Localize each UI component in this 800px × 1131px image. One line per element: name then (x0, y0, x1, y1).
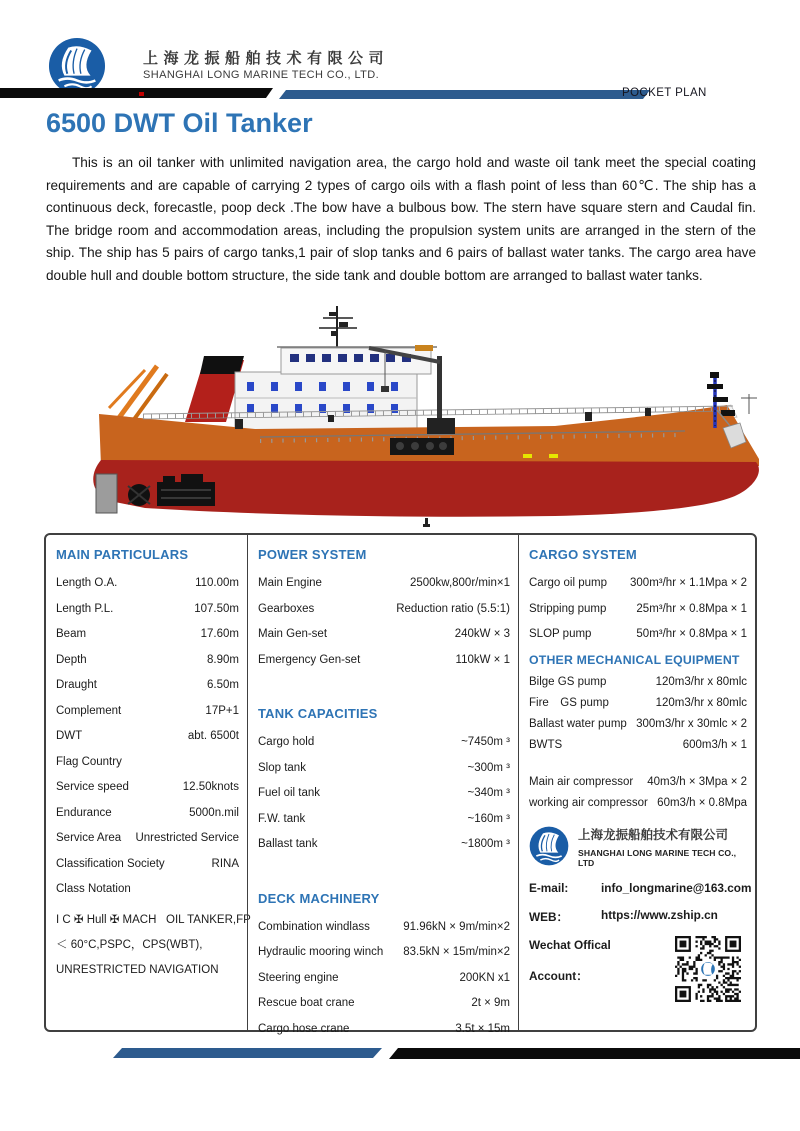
spec-value: 17.60m (200, 628, 239, 640)
spec-row (56, 882, 239, 897)
spec-label: Stripping pump (529, 602, 607, 615)
spec-row (258, 1022, 510, 1037)
spec-label: Length P.L. (56, 602, 114, 615)
spec-row (56, 602, 239, 617)
spec-value: 300m³/hr × 1.1Mpa × 2 (630, 577, 747, 589)
class-notation-line: UNRESTRICTED NAVIGATION (56, 963, 219, 976)
spec-row (56, 576, 239, 591)
spec-row (56, 780, 239, 795)
spec-value: 5000n.mil (189, 806, 239, 819)
spec-value: 60m3/h × 0.8Mpa (657, 796, 747, 809)
spec-row (258, 627, 510, 642)
spec-value: ~300m ³ (467, 761, 510, 774)
spec-value: 40m3/h × 3Mpa × 2 (647, 775, 747, 788)
column-cargo-contact (519, 535, 755, 1030)
wechat-label-line1: Wechat Offical (529, 937, 611, 952)
email-label: E-mail: (529, 880, 569, 895)
spec-label: Fuel oil tank (258, 787, 321, 799)
specification-table (44, 533, 757, 1035)
spec-row (56, 627, 239, 642)
spec-label: DWT (56, 730, 83, 742)
spec-value: 3.5t × 15m (455, 1022, 510, 1035)
spec-row (529, 602, 747, 617)
company-logo-small (529, 826, 569, 866)
intro-paragraph: This is an oil tanker with unlimited navigation area, the cargo hold and waste oil tank meet the special coating requirements and are capable of carrying 2 types of cargo oils with a flash point of less than 60℃. The ship has a continuous deck, forecastle, poop deck .The bow have a bulbous bow. The stern have square stern and Caudal fin. The bridge room and accommodation areas, including the propulsion system units are arranged in the stern of the ship. The ship has 5 pairs of cargo tanks,1 pair of slop tanks and 6 pairs of ballast water tanks. The cargo area have double hull and double bottom structure, the side tank and double bottom are arranged to ballast water tanks. (46, 155, 756, 283)
spec-label: Length O.A. (56, 577, 118, 589)
spec-row (258, 786, 510, 801)
spec-row (56, 653, 239, 668)
header-black-bar (0, 88, 273, 98)
spec-value: 2500kw,800r/min×1 (409, 577, 510, 589)
spec-label: Slop tank (258, 761, 306, 774)
spec-row (529, 717, 747, 732)
web-row (529, 908, 747, 925)
spec-label: Cargo hold (258, 736, 315, 748)
spec-value: 300m3/hr x 30mlc × 2 (636, 717, 747, 730)
spec-row (258, 602, 510, 617)
class-notation-line: I C ✠ Hull ✠ MACH OIL TANKER,FP (56, 913, 251, 926)
spec-label: Steering engine (258, 971, 339, 984)
spec-value: 2t × 9m (471, 997, 510, 1009)
spec-value: 17P+1 (205, 704, 239, 717)
wechat-qr-code (675, 936, 741, 1002)
spec-label: Combination windlass (258, 920, 370, 933)
spec-label: Service speed (56, 781, 129, 793)
column-main-particulars (46, 535, 251, 1030)
web-value: https://www.zship.cn (601, 907, 718, 922)
spec-row (529, 775, 747, 790)
spec-label: Complement (56, 704, 122, 717)
spec-row (258, 945, 510, 960)
email-row (529, 880, 752, 895)
spec-label: Cargo hose crane (258, 1022, 350, 1035)
spec-row (56, 729, 239, 744)
spec-label: Emergency Gen-set (258, 653, 361, 666)
spec-row (529, 696, 747, 711)
spec-label: Depth (56, 653, 87, 666)
spec-label: Classification Society (56, 857, 165, 870)
spec-label: Main Engine (258, 577, 322, 589)
spec-label: F.W. tank (258, 812, 306, 825)
oil-tanker-profile-drawing (85, 298, 765, 534)
contact-block (529, 825, 752, 1030)
spec-value: 600m3/h × 1 (682, 738, 747, 751)
spec-value: 120m3/hr x 80mlc (655, 675, 747, 688)
spec-row (258, 576, 510, 591)
ship-illustration (85, 298, 765, 534)
spec-label: Flag Country (56, 755, 122, 768)
wechat-row (529, 938, 747, 1030)
spec-label: Endurance (56, 806, 112, 819)
spec-row (258, 761, 510, 776)
spec-value: ~7450m ³ (461, 736, 510, 748)
page-title: 6500 DWT Oil Tanker (46, 108, 313, 138)
spec-row (258, 996, 510, 1011)
spec-value: ~1800m ³ (461, 838, 510, 850)
spec-value: Reduction ratio (5.5:1) (396, 602, 510, 615)
spec-row (258, 653, 510, 668)
spec-value: ~340m ³ (467, 787, 510, 799)
spec-value: ~160m ³ (467, 812, 510, 825)
section-heading: CARGO SYSTEM (529, 547, 637, 562)
footer-blue-bar (113, 1048, 382, 1058)
section-heading: OTHER MECHANICAL EQUIPMENT (529, 652, 740, 667)
header-red-dot (139, 92, 144, 96)
spec-value: 240kW × 3 (454, 628, 510, 640)
spec-value: 107.50m (194, 602, 239, 615)
footer-black-bar (389, 1048, 800, 1059)
spec-value: 6.50m (207, 679, 239, 691)
spec-label: Rescue boat crane (258, 997, 355, 1009)
company-name-cn: 上海龙振船舶技术有限公司 (143, 50, 390, 67)
spec-value: RINA (211, 857, 239, 870)
spec-label: Fire GS pump (529, 696, 609, 709)
section-heading: MAIN PARTICULARS (56, 547, 189, 562)
web-label: WEB： (529, 909, 569, 924)
spec-row (529, 576, 747, 591)
spec-row (258, 735, 510, 750)
spec-label: Main Gen-set (258, 628, 328, 640)
spec-value: 25m³/hr × 0.8Mpa × 1 (636, 602, 747, 615)
section-heading: DECK MACHINERY (258, 890, 380, 906)
company-name-en: SHANGHAI LONG MARINE TECH CO., LTD. (143, 69, 380, 81)
pocket-plan-label: POCKET PLAN (622, 87, 707, 99)
section-heading: TANK CAPACITIES (258, 706, 378, 721)
spec-row (258, 920, 510, 935)
contact-company-en: SHANGHAI LONG MARINE TECH CO., LTD (578, 847, 737, 868)
spec-label: Class Notation (56, 883, 131, 895)
spec-label: Service Area (56, 832, 122, 844)
spec-label: Beam (56, 628, 87, 640)
spec-row (529, 738, 747, 753)
spec-label: Ballast water pump (529, 717, 627, 730)
spec-value: 120m3/hr x 80mlc (655, 696, 747, 709)
spec-label: Bilge GS pump (529, 675, 607, 688)
spec-label: Hydraulic mooring winch (258, 946, 384, 958)
spec-row (529, 627, 747, 642)
spec-row (56, 755, 239, 770)
header-blue-bar (279, 90, 650, 99)
email-value: info_longmarine@163.com (601, 880, 752, 895)
spec-value: 12.50knots (182, 781, 239, 793)
spec-label: working air compressor (529, 796, 648, 809)
spec-row (56, 704, 239, 719)
spec-label: Ballast tank (258, 838, 318, 850)
section-heading: POWER SYSTEM (258, 547, 367, 562)
spec-value: Unrestricted Service (135, 832, 239, 844)
spec-label: Cargo oil pump (529, 577, 607, 589)
spec-row (258, 971, 510, 986)
spec-label: SLOP pump (529, 628, 592, 640)
spec-label: BWTS (529, 738, 563, 751)
spec-value: 50m³/hr × 0.8Mpa × 1 (636, 628, 747, 640)
spec-value: 91.96kN × 9m/min×2 (403, 920, 510, 933)
spec-label: Gearboxes (258, 602, 315, 615)
spec-value: 110kW × 1 (455, 653, 510, 666)
spec-row (56, 857, 239, 872)
spec-row (56, 831, 239, 846)
spec-value: 8.90m (207, 653, 239, 666)
spec-row (529, 675, 747, 690)
spec-row (258, 837, 510, 852)
column-power-tank-deck (247, 535, 519, 1035)
spec-row (56, 806, 239, 821)
spec-value: 200KN x1 (459, 971, 510, 984)
contact-company-cn: 上海龙振船舶技术有限公司 (578, 827, 729, 842)
spec-row (258, 812, 510, 827)
spec-label: Main air compressor (529, 775, 634, 788)
class-notation-line: ＜ 60°C,PSPC，CPS(WBT), (56, 938, 203, 951)
spec-value: 110.00m (195, 577, 239, 589)
spec-value: abt. 6500t (187, 730, 239, 742)
spec-row (56, 678, 239, 693)
spec-label: Draught (56, 679, 97, 691)
spec-value: 83.5kN × 15m/min×2 (403, 946, 510, 958)
spec-row (529, 796, 747, 811)
wechat-label-line2: Account： (529, 968, 588, 983)
company-logo (48, 37, 106, 95)
